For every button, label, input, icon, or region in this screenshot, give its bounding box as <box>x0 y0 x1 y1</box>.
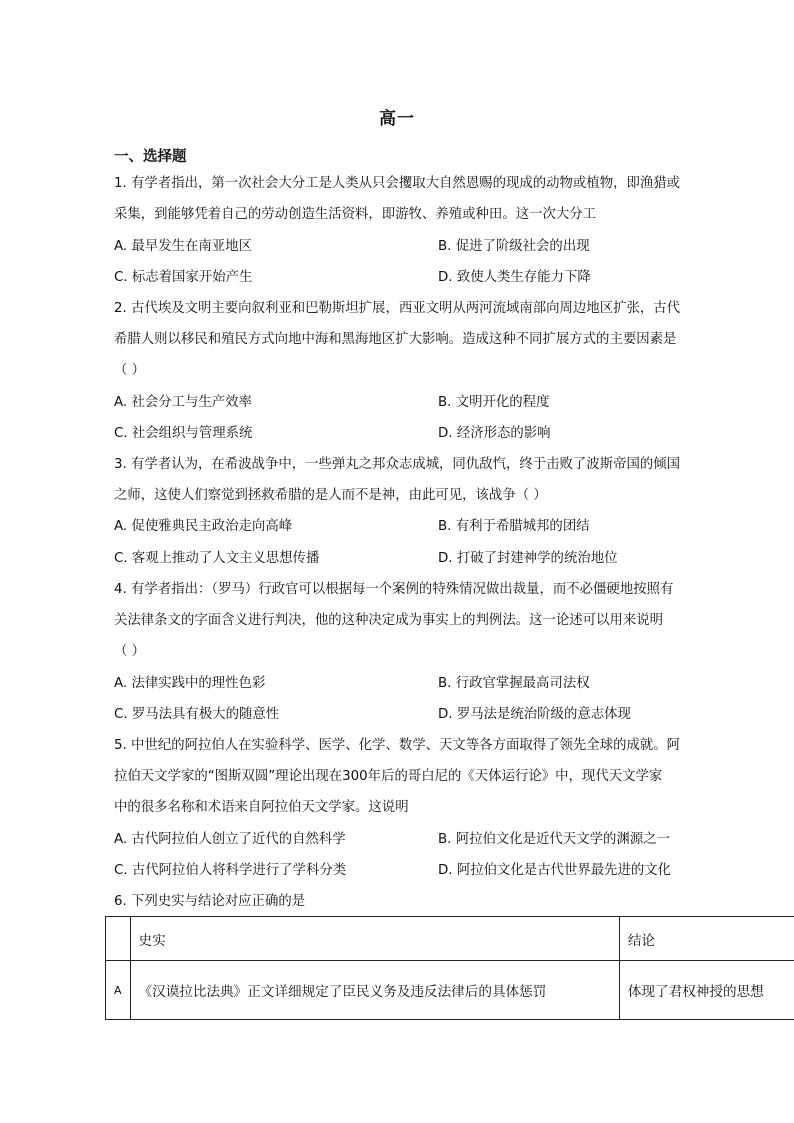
question-5-option-b: B. 阿拉伯文化是近代天文学的渊源之一 <box>438 832 670 847</box>
question-3-option-c: C. 客观上推动了人文主义思想传播 <box>114 551 320 566</box>
table-cell: 体现了君权神授的思想 <box>619 961 794 1020</box>
question-5-option-d: D. 阿拉伯文化是古代世界最先进的文化 <box>438 863 672 878</box>
question-5-line-1: 5. 中世纪的阿拉伯人在实验科学、医学、化学、数学、天文等各方面取得了领先全球的成就。阿 <box>114 738 681 753</box>
question-2-option-d: D. 经济形态的影响 <box>438 426 551 441</box>
question-3-line-2: 之师，这使人们察觉到拯救希腊的是人而不是神，由此可见，该战争（ ） <box>114 488 547 503</box>
evidence-table <box>105 916 794 1020</box>
question-5-option-c: C. 古代阿拉伯人将科学进行了学科分类 <box>114 863 347 878</box>
question-1-option-a: A. 最早发生在南亚地区 <box>114 239 252 254</box>
question-1-line-2: 采集，到能够凭着自己的劳动创造生活资料，即游牧、养殖或种田。这一次大分工 <box>114 207 597 222</box>
table-cell: A <box>106 961 131 1020</box>
question-4-option-b: B. 行政官掌握最高司法权 <box>438 676 590 691</box>
question-4-option-c: C. 罗马法具有极大的随意性 <box>114 707 280 722</box>
question-3-option-a: A. 促使雅典民主政治走向高峰 <box>114 519 293 534</box>
question-3-option-b: B. 有利于希腊城邦的团结 <box>438 519 590 534</box>
question-5-option-a: A. 古代阿拉伯人创立了近代的自然科学 <box>114 832 346 847</box>
question-1-option-b: B. 促进了阶级社会的出现 <box>438 239 590 254</box>
question-4-option-a: A. 法律实践中的理性色彩 <box>114 676 266 691</box>
question-2-line-2: 希腊人则以移民和殖民方式向地中海和黑海地区扩大影响。造成这种不同扩展方式的主要因素是 <box>114 332 677 347</box>
question-4-option-d: D. 罗马法是统治阶级的意志体现 <box>438 707 631 722</box>
question-4-line-3: （ ） <box>114 644 146 659</box>
question-5-line-3: 中的很多名称和术语来自阿拉伯天文学家。这说明 <box>114 800 409 815</box>
question-2-option-c: C. 社会组织与管理系统 <box>114 426 253 441</box>
question-1-line-1: 1. 有学者指出，第一次社会大分工是人类从只会攫取大自然恩赐的现成的动物或植物，即渔猎或 <box>114 176 681 191</box>
table-cell: 《汉谟拉比法典》正文详细规定了臣民义务及违反法律后的具体惩罚 <box>130 961 619 1020</box>
question-6-line-1: 6. 下列史实与结论对应正确的是 <box>114 894 306 909</box>
question-4-line-1: 4. 有学者指出：（罗马）行政官可以根据每一个案例的特殊情况做出裁量，而不必僵硬地按照有 <box>114 582 674 597</box>
question-4-line-2: 关法律条文的字面含义进行判决，他的这种决定成为事实上的判例法。这一论述可以用来说明 <box>114 613 664 628</box>
page-title: 高一 <box>379 109 415 129</box>
question-3-option-d: D. 打破了封建神学的统治地位 <box>438 551 618 566</box>
table-header-row <box>106 917 794 961</box>
question-2-option-b: B. 文明开化的程度 <box>438 395 550 410</box>
question-3-line-1: 3. 有学者认为，在希波战争中，一些弹丸之邦众志成城，同仇敌忾，终于击败了波斯帝国的倾国 <box>114 457 681 472</box>
table-row <box>106 961 794 1020</box>
question-2-line-1: 2. 古代埃及文明主要向叙利亚和巴勒斯坦扩展，西亚文明从两河流域南部向周边地区扩张，古代 <box>114 301 681 316</box>
table-header-cell: 史实 <box>130 917 619 961</box>
table-header-cell: 结论 <box>619 917 794 961</box>
question-1-option-d: D. 致使人类生存能力下降 <box>438 270 591 285</box>
section-heading: 一、选择题 <box>114 149 187 165</box>
question-2-line-3: （ ） <box>114 363 146 378</box>
question-2-option-a: A. 社会分工与生产效率 <box>114 395 252 410</box>
question-1-option-c: C. 标志着国家开始产生 <box>114 270 253 285</box>
table-header-cell <box>106 917 131 961</box>
question-5-line-2: 拉伯天文学家的“图斯双圆”理论出现在300年后的哥白尼的《天体运行论》中，现代天文学家 <box>114 769 663 784</box>
